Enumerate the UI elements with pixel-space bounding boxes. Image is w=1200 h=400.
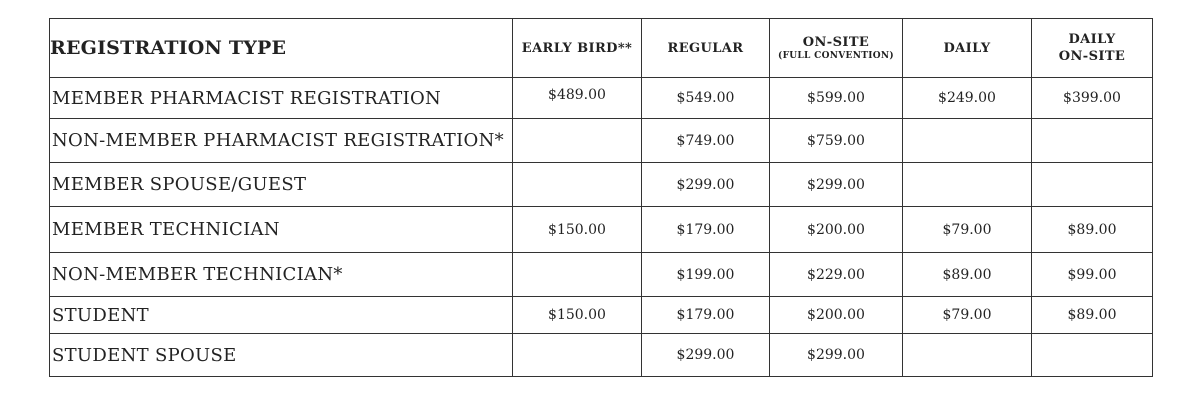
header-daily-onsite-line1: DAILY	[1068, 32, 1116, 47]
header-daily-onsite-line2: ON-SITE	[1058, 49, 1126, 64]
cell-early-bird	[513, 163, 642, 207]
cell-early-bird: $489.00	[513, 78, 642, 119]
row-registration-type: NON-MEMBER TECHNICIAN*	[50, 253, 513, 297]
table-row	[50, 163, 1153, 207]
header-early-bird: EARLY BIRD**	[513, 19, 642, 78]
cell-regular: $749.00	[642, 119, 770, 163]
cell-daily-onsite: $89.00	[1032, 297, 1153, 334]
table-body	[50, 78, 1153, 377]
registration-pricing-table	[49, 18, 1153, 377]
cell-onsite: $299.00	[770, 334, 903, 377]
header-onsite	[770, 19, 903, 78]
registration-pricing-table-wrapper	[49, 18, 1153, 377]
cell-regular: $549.00	[642, 78, 770, 119]
row-registration-type: STUDENT	[50, 297, 513, 334]
cell-daily-onsite	[1032, 334, 1153, 377]
cell-regular: $299.00	[642, 163, 770, 207]
cell-regular: $179.00	[642, 207, 770, 253]
row-registration-type: STUDENT SPOUSE	[50, 334, 513, 377]
header-onsite-subtitle: (FULL CONVENTION)	[778, 51, 894, 61]
cell-regular: $179.00	[642, 297, 770, 334]
cell-onsite: $200.00	[770, 207, 903, 253]
header-registration-type: REGISTRATION TYPE	[50, 19, 513, 78]
cell-regular: $299.00	[642, 334, 770, 377]
table-row	[50, 207, 1153, 253]
table-row	[50, 78, 1153, 119]
cell-early-bird: $150.00	[513, 207, 642, 253]
cell-daily	[903, 163, 1032, 207]
table-row	[50, 297, 1153, 334]
cell-daily: $79.00	[903, 207, 1032, 253]
header-daily-onsite	[1032, 19, 1153, 78]
cell-daily-onsite: $89.00	[1032, 207, 1153, 253]
cell-regular: $199.00	[642, 253, 770, 297]
cell-onsite: $759.00	[770, 119, 903, 163]
cell-daily: $89.00	[903, 253, 1032, 297]
cell-daily-onsite	[1032, 119, 1153, 163]
header-regular: REGULAR	[642, 19, 770, 78]
row-registration-type: MEMBER SPOUSE/GUEST	[50, 163, 513, 207]
table-header	[50, 19, 1153, 78]
cell-early-bird	[513, 119, 642, 163]
row-registration-type: MEMBER PHARMACIST REGISTRATION	[50, 78, 513, 119]
header-daily: DAILY	[903, 19, 1032, 78]
table-row	[50, 253, 1153, 297]
cell-onsite: $599.00	[770, 78, 903, 119]
header-onsite-label: ON-SITE	[802, 35, 870, 50]
cell-daily	[903, 119, 1032, 163]
cell-daily-onsite	[1032, 163, 1153, 207]
header-row	[50, 19, 1153, 78]
cell-daily: $249.00	[903, 78, 1032, 119]
cell-daily: $79.00	[903, 297, 1032, 334]
cell-daily	[903, 334, 1032, 377]
cell-daily-onsite: $399.00	[1032, 78, 1153, 119]
cell-daily-onsite: $99.00	[1032, 253, 1153, 297]
cell-onsite: $229.00	[770, 253, 903, 297]
table-row	[50, 119, 1153, 163]
table-row	[50, 334, 1153, 377]
cell-onsite: $299.00	[770, 163, 903, 207]
cell-onsite: $200.00	[770, 297, 903, 334]
row-registration-type: MEMBER TECHNICIAN	[50, 207, 513, 253]
cell-early-bird	[513, 253, 642, 297]
row-registration-type: NON-MEMBER PHARMACIST REGISTRATION*	[50, 119, 513, 163]
cell-early-bird: $150.00	[513, 297, 642, 334]
cell-early-bird	[513, 334, 642, 377]
